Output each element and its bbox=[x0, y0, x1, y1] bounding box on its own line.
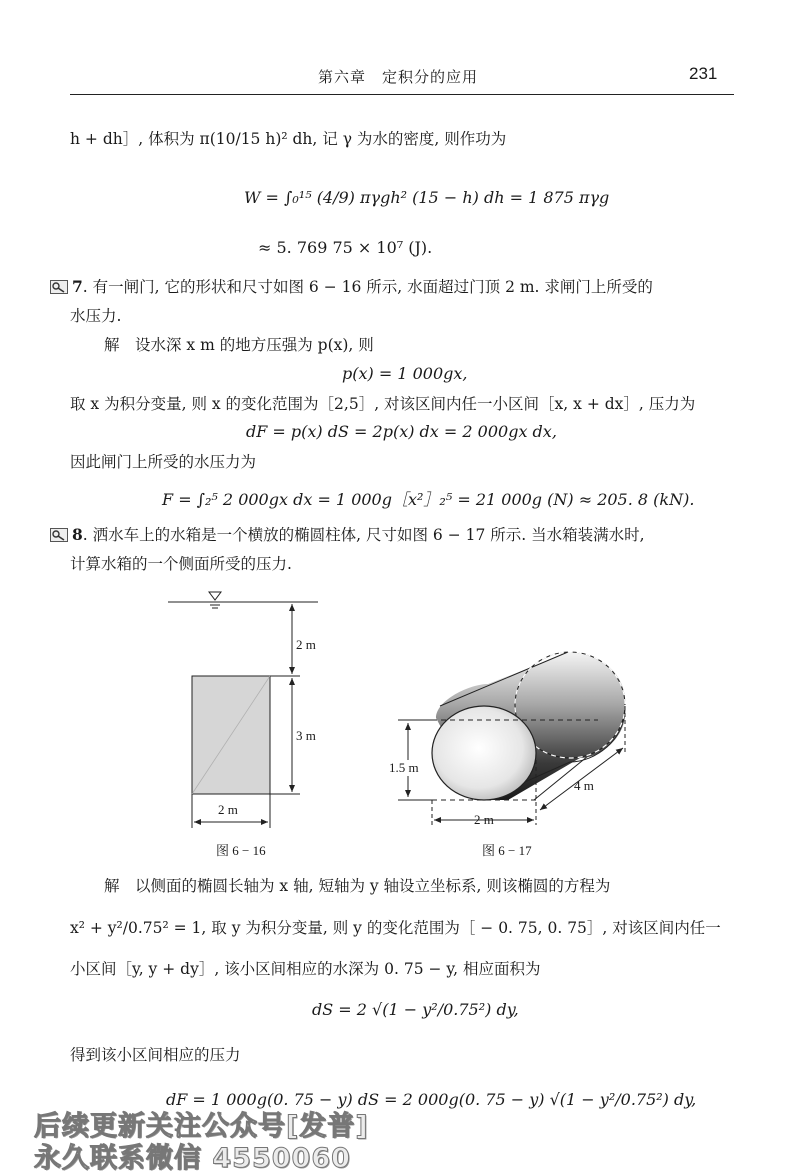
watermark-line2: 永久联系微信 4550060 bbox=[34, 1143, 351, 1174]
solution8-line2: x² + y²/0.75² = 1, 取 y 为积分变量, 则 y 的变化范围为［ − 0. 75, 0. 75］, 对该区间内任一 bbox=[70, 919, 721, 937]
figure-6-16 bbox=[160, 588, 330, 858]
magnifier-key-icon bbox=[50, 280, 68, 294]
header-divider bbox=[70, 94, 734, 95]
force-equation: F = ∫₂⁵ 2 000gx dx = 1 000g［x²］₂⁵ = 21 000g (N) ≈ 205. 8 (kN). bbox=[162, 490, 695, 509]
problem7-solution-3: 因此闸门上所受的水压力为 bbox=[70, 453, 257, 471]
fig16-caption: 图 6 − 16 bbox=[216, 843, 266, 858]
dF-equation: dF = p(x) dS = 2p(x) dx = 2 000gx dx, bbox=[246, 422, 557, 441]
page-number: 231 bbox=[689, 64, 718, 83]
intro-line: h + dh］, 体积为 π(10/15 h)² dh, 记 γ 为水的密度, 则作功为 bbox=[70, 130, 507, 148]
fig17-label-1-5m: 1.5 m bbox=[389, 760, 419, 775]
problem7-solution-2: 取 x 为积分变量, 则 x 的变化范围为［2,5］, 对该区间内任一小区间［x, x + dx］, 压力为 bbox=[70, 395, 696, 413]
fig17-label-4m: 4 m bbox=[574, 778, 594, 793]
fig16-label-3m: 3 m bbox=[296, 728, 316, 743]
fig16-label-2m-top: 2 m bbox=[296, 637, 316, 652]
problem7-solution-1: 解 设水深 x m 的地方压强为 p(x), 则 bbox=[104, 336, 374, 354]
problem8-line1: 8. 洒水车上的水箱是一个横放的椭圆柱体, 尺寸如图 6 − 17 所示. 当水箱装满水时, bbox=[50, 524, 645, 546]
dF-pressure-equation: dF = 1 000g(0. 75 − y) dS = 2 000g(0. 75 − y) √(1 − y²/0.75²) dy, bbox=[166, 1090, 697, 1109]
water-level-symbol bbox=[209, 592, 221, 600]
problem7-line1: 7. 有一闸门, 它的形状和尺寸如图 6 − 16 所示, 水面超过门顶 2 m. 求闸门上所受的 bbox=[50, 276, 653, 298]
work-result: ≈ 5. 769 75 × 10⁷ (J). bbox=[258, 238, 433, 257]
pressure-equation: p(x) = 1 000gx, bbox=[342, 364, 468, 383]
figure-6-17 bbox=[380, 640, 660, 835]
solution8-line3: 小区间［y, y + dy］, 该小区间相应的水深为 0. 75 − y, 相应面积为 bbox=[70, 960, 541, 978]
problem8-line2: 计算水箱的一个侧面所受的压力. bbox=[70, 555, 292, 573]
chapter-title: 第六章 定积分的应用 bbox=[318, 68, 479, 86]
fig17-label-2m: 2 m bbox=[474, 812, 494, 827]
problem8-number: 8 bbox=[72, 525, 83, 544]
solution8-line4: 得到该小区间相应的压力 bbox=[70, 1046, 241, 1064]
work-equation: W = ∫₀¹⁵ (4/9) πγgh² (15 − h) dh = 1 875 πγg bbox=[244, 188, 610, 207]
magnifier-key-icon bbox=[50, 528, 68, 542]
problem7-line2: 水压力. bbox=[70, 307, 122, 325]
cylinder-front-face bbox=[432, 706, 536, 800]
watermark-line1: 后续更新关注公众号[发普] bbox=[34, 1111, 369, 1142]
fig17-caption: 图 6 − 17 bbox=[482, 843, 532, 858]
ds-equation: dS = 2 √(1 − y²/0.75²) dy, bbox=[312, 1000, 519, 1019]
fig16-label-2m-bottom: 2 m bbox=[218, 802, 238, 817]
solution8-line1: 解 以侧面的椭圆长轴为 x 轴, 短轴为 y 轴设立坐标系, 则该椭圆的方程为 bbox=[104, 877, 611, 895]
problem7-number: 7 bbox=[72, 277, 83, 296]
